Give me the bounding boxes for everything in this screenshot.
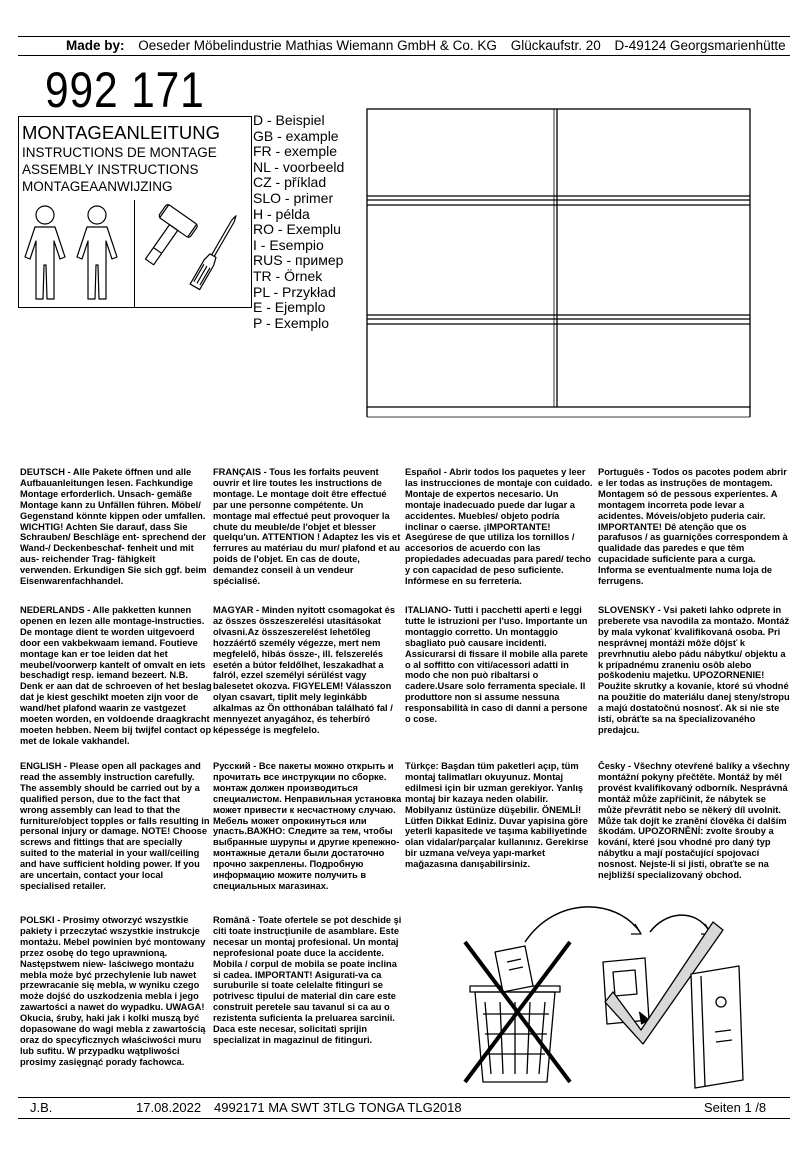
manufacturer-street: Glückaufstr. 20 — [510, 38, 601, 53]
instructions-pt: Português - Todos os pacotes podem abrir e ler todas as instruções de montagem. Montagem só de pessous experientes. A montagem incorreta pode levar a acidentes. Móveis/objeto puderia cair. IMPORTANTE! Dê atenção que os parafusos / as guarnições correspondem à qualidade das paredes e que têm cupacidade suficiente para a curga. Informa se eventualmente numa loja de ferrugens. — [598, 467, 788, 587]
footer-article: 4992171 MA SWT 3TLG TONGA TLG2018 — [214, 1100, 462, 1115]
language-item: NL - voorbeeld — [253, 158, 345, 175]
instructions-hu: MAGYAR - Minden nyitott csomagokat és az összes összeszerelési utasításokat olvasni.Az összeszerelést lehetőleg hozzáértő személy végezze, mert nem megfelelő, hibás össze-, ill. felszerelés esetén a bútor feldőlhet, leszakadhat a falról, ezzel személyi sérülést vagy balesetet okozva. FIGYELEM! Válasszon olyan csavart, tiplit mely leginkább alkalmas az Ön otthonában található fal / mennyezet anyagához, és teherbíró képessége is megfelelo. — [213, 605, 396, 735]
instructions-ru: Русский - Все пакеты можно открыть и прочитать все инструкции по сборке. монтаж должен производиться специалистом. Неправильная установка может привести к несчастному случаю. Мебель может опрокинуться или упасть.ВАЖНО: Следите за тем, чтобы выбранные шурупы и другие крепежно-монтажные детали были достаточно прочно закреплены. Подробную информацию можите получить в специальных магазинах. — [213, 761, 402, 891]
instructions-ro: Română - Toate ofertele se pot deschide şi citi toate instrucţiunile de asamblare. Este necesar un montaj profesional. Un montaj neprofesional poate duce la accidente. Mobila / corpul de mobila se poate inclina si cadea. IMPORTANT! Asigurati-va ca suruburile si toate celelalte fitinguri se potrivesc tipului de material din care este construit peretele sau tavanul si ca au o rezistenta suficienta la preluarea sarcinii. Daca este necesar, solicitati sprijin specializat in magazinul de fitinguri. — [213, 915, 402, 1045]
instructions-fr: FRANÇAIS - Tous les forfaits peuvent ouvrir et lire toutes les instructions de montage. Le montage doit être effectué par une personne compétente. Un montage mal effectué peut provoquer la chute du meuble/de l'objet et blesser quelqu'un. ATTENTION ! Adaptez les vis et ferrures au matériau du mur/ plafond et au poids de l'objet. En cas de doute, demandez conseil à un vendeur spécialisé. — [213, 467, 401, 587]
recycling-illustration — [455, 902, 755, 1092]
wardrobe-drawing — [365, 107, 755, 419]
language-item: PL - Przykład — [253, 283, 336, 300]
language-item: GB - example — [253, 127, 339, 144]
instructions-sk: SLOVENSKY - Vsi paketi lahko odprete in preberete vsa navodila za montažo. Montáž by mala vykonať kvalifikovaná osoba. Pri nesprávnej montáži môže dôjsť k prevrhnutiu alebo pádu nábytku/ objektu a k prípadnému zraneniu osôb alebo poškodeniu majetku. UPOZORNENIE! Použite skrutky a kovanie, ktoré sú vhodné na použitie do materiálu danej steny/stropu a majú dostatočnú nosnosť. Ak si nie ste istí, obráťte sa na špecializovaného predajcu. — [598, 605, 790, 735]
made-by-line — [18, 37, 790, 55]
language-item: SLO - primer — [253, 189, 334, 206]
instructions-cz: Česky - Všechny otevřené balíky a všechny montážní pokyny přečtěte. Montáž by měl provést kvalifikovaný odborník. Nesprávná montáž může zapříčinit, že nábytek se může převrátit nebo se někerý díl uvolnit. Může tak dojít ke zranění člověka či dalším škodám. UPOZORNĚNÍ: zvolte šrouby a kování, které jsou vhodné pro daný typ nábytku a mají postačující spojovací nosnost. Nejste-li si jisti, obraťte se na nejbližší specializovaný obchod. — [598, 761, 790, 881]
title-line-en: ASSEMBLY INSTRUCTIONS — [22, 162, 199, 177]
made-by-label: Made by: — [66, 38, 125, 53]
instructions-en: ENGLISH - Please open all packages and read the assembly instruction carefully. The assembly should be carried out by a qualified person, due to the fact that wrong assembly can lead to that the furniture/object topples or falls resulting in personal injury or damage. NOTE! Choose screws and fittings that are specially suited to the material in your wall/ceiling and have sufficient holding power. If you are uncertain, contact your local specialised retailer. — [20, 761, 210, 891]
document-number: 992 171 — [45, 62, 205, 118]
title-box — [18, 116, 252, 308]
language-item: CZ - příklad — [253, 174, 327, 191]
title-main: MONTAGEANLEITUNG — [22, 122, 221, 143]
language-item: H - példa — [253, 205, 310, 222]
manufacturer-city: D-49124 Georgsmarienhütte — [614, 38, 786, 53]
language-item: E - Ejemplo — [253, 299, 326, 316]
binder-icon — [691, 966, 743, 1088]
language-item: RUS - пример — [253, 252, 344, 269]
language-item: RO - Exemplu — [253, 221, 341, 238]
instructions-tr: Türkçe: Başdan tüm paketleri açıp, tüm montaj talimatları okuyunuz. Montaj edilmesi için bir uzman gerekiyor. Yanlış montaj bir kazaya neden olabilir. Mobilyanız üstünüze düşebilir. ÖNEMLİ! Lütfen Dikkat Ediniz. Duvar yapisina göre yeterli kapasitede ve taşıma kabiliyetinde olan vidalar/parçalar kullanınız. Gerekirse bir uzmana ve/veya yapı-market mağazasına danışabilirsiniz. — [405, 761, 589, 870]
language-item: D - Beispiel — [253, 112, 325, 128]
language-item: I - Esempio — [253, 236, 324, 253]
two-persons-icon — [21, 201, 125, 303]
footer-bar — [18, 1097, 790, 1119]
instructions-pl: POLSKI - Prosimy otworzyć wszystkie pakiety i przeczytać wszystkie instrukcje montażu. Mebel powinien być montowany przez osobę do tego uprawnioną. Następstwem niew- laściwego montażu mebla może być przechylenie lub nawet przewracanie się mebla, w wyniku czego może dojść do uszkodzenia mebla i jego zawartości a nawet do wypadku. UWAGA! Okucia, śruby, haki jak i kolki muszą być dopasowane do wagi mebla z zawartością oraz do specyficznych właściwości muru lub sufitu. W przypadku wątpliwości prosimy zasięgnąć porady fachowca. — [20, 915, 206, 1067]
tools-icon — [141, 203, 247, 303]
manufacturer-name: Oeseder Möbelindustrie Mathias Wiemann GmbH & Co. KG — [138, 38, 497, 53]
footer-initials: J.B. — [30, 1100, 53, 1115]
footer-date: 17.08.2022 — [136, 1100, 202, 1115]
language-example-list — [253, 113, 363, 331]
instructions-es: Español - Abrir todos los paquetes y leer las instrucciones de montaje con cuidado. Montaje de expertos necesario. Un montaje inadecuado puede dar lugar a accidentes. Muebles/ objeto podría inclinar o caerse. ¡IMPORTANTE! Asegúrese de que utiliza los tornillos / accesorios de acuerdo con las propiedades adecuadas para pared/ techo y con capacidad de peso suficiente. Infórmese en su ferretería. — [405, 467, 593, 587]
instructions-it: ITALIANO- Tutti i pacchetti aperti e leggi tutte le istruzioni per l'uso. Importante un montaggio corretto. Un montaggio sbagliato può causare incidenti. Assicurarsi di fissare il mobile alla parete o al soffitto con viti/acessori adatti in modo che non può ribaltarsi o cadere.Usare solo ferramenta speciale. Il produttore non si assume nessuna responsabilità in caso di danni a persone o cose. — [405, 605, 588, 725]
language-item: FR - exemple — [253, 143, 338, 160]
language-item: P - Exemplo — [253, 314, 329, 331]
title-line-fr: INSTRUCTIONS DE MONTAGE — [22, 145, 217, 160]
title-line-nl: MONTAGEAANWIJZING — [22, 179, 173, 194]
language-item: TR - Örnek — [253, 267, 323, 284]
instructions-de: DEUTSCH - Alle Pakete öffnen und alle Aufbauanleitungen lesen. Fachkundige Montage erforderlich. Unsach- gemäße Montage kann zu Unfällen führen. Möbel/ Gegenstand könnte kippen oder umfallen. WICHTIG! Achten Sie darauf, dass Sie Schrauben/ Beschläge ent- sprechend der Wand-/ Deckenbeschaf- fenheit und mit aus- reichender Trag- fähigkeit verwenden. Erkundigen Sie sich ggf. beim Eisenwarenfachhandel. — [20, 467, 207, 587]
instructions-nl: NEDERLANDS - Alle pakketten kunnen openen en lezen alle montage-instructies. De montage dient te worden uitgevoerd door een vakbekwaam iemand. Foutieve montage kan er toe leiden dat het meubel/voorwerp kantelt of omvalt en iets beschadigt resp. iemand bezeert. N.B. Denk er aan dat de schroeven of het beslag dat je kiest geschikt moeten zijn voor de wand/het plafond waarin ze vastgezet moeten worden, en voldoende draagkracht moeten hebben. Neem bij twijfel contact op met de lokale vakhandel. — [20, 605, 212, 746]
footer-pages: Seiten 1 /8 — [704, 1100, 767, 1115]
